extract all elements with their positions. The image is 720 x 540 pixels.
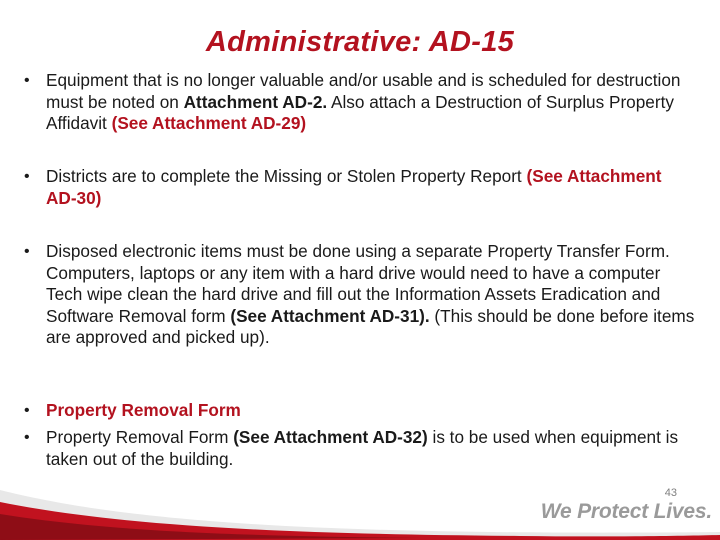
bullet-text <box>46 427 696 470</box>
attachment-reference: Attachment AD-2. <box>183 91 328 112</box>
bullet-text <box>46 166 696 209</box>
tagline: We Protect Lives. <box>540 500 712 523</box>
bullet-text <box>46 400 696 422</box>
bullet-text-part: Property Removal Form <box>46 427 234 447</box>
attachment-reference: (See Attachment AD-32) <box>233 427 428 447</box>
bullet-text-part: Disposed electronic items must be done using a separate Property Transfer Form. Computers, laptops or any item with a hard drive would need to have a computer Tech wipe clean the hard drive and fill out the Information Assets Eradication and Software Removal form <box>46 241 670 326</box>
bullet-item <box>24 400 696 422</box>
bullet-text <box>46 241 696 349</box>
bullet-item <box>24 166 696 209</box>
bullet-item <box>24 427 696 470</box>
page-number: 43 <box>664 487 677 499</box>
bullet-text <box>46 70 696 135</box>
attachment-reference: (See Attachment AD-31). <box>230 305 430 326</box>
bullet-marker: • <box>24 168 30 185</box>
bullet-item <box>24 241 696 349</box>
bullet-text-part: (This should be done before items are approved and picked up). <box>46 305 695 348</box>
attachment-reference: (See Attachment AD-30) <box>46 166 662 208</box>
bullet-item <box>24 70 696 135</box>
section-heading: Property Removal Form <box>46 400 241 420</box>
bullet-marker: • <box>24 402 30 419</box>
slide-title: Administrative: AD-15 <box>205 26 515 58</box>
bullet-text-part: Districts are to complete the Missing or Stolen Property Report <box>46 166 527 186</box>
bullet-marker: • <box>24 429 30 446</box>
attachment-reference: (See Attachment AD-29) <box>111 113 307 134</box>
bullet-text-part: is to be used when equipment is taken out of the building. <box>46 427 679 469</box>
bullet-marker: • <box>24 243 30 260</box>
bullet-marker: • <box>24 72 30 89</box>
bullet-text-part: Also attach a Destruction of Surplus Property Affidavit <box>46 91 674 134</box>
bullet-text-part: Equipment that is no longer valuable and/or usable and is scheduled for destruction must be noted on <box>46 70 681 112</box>
